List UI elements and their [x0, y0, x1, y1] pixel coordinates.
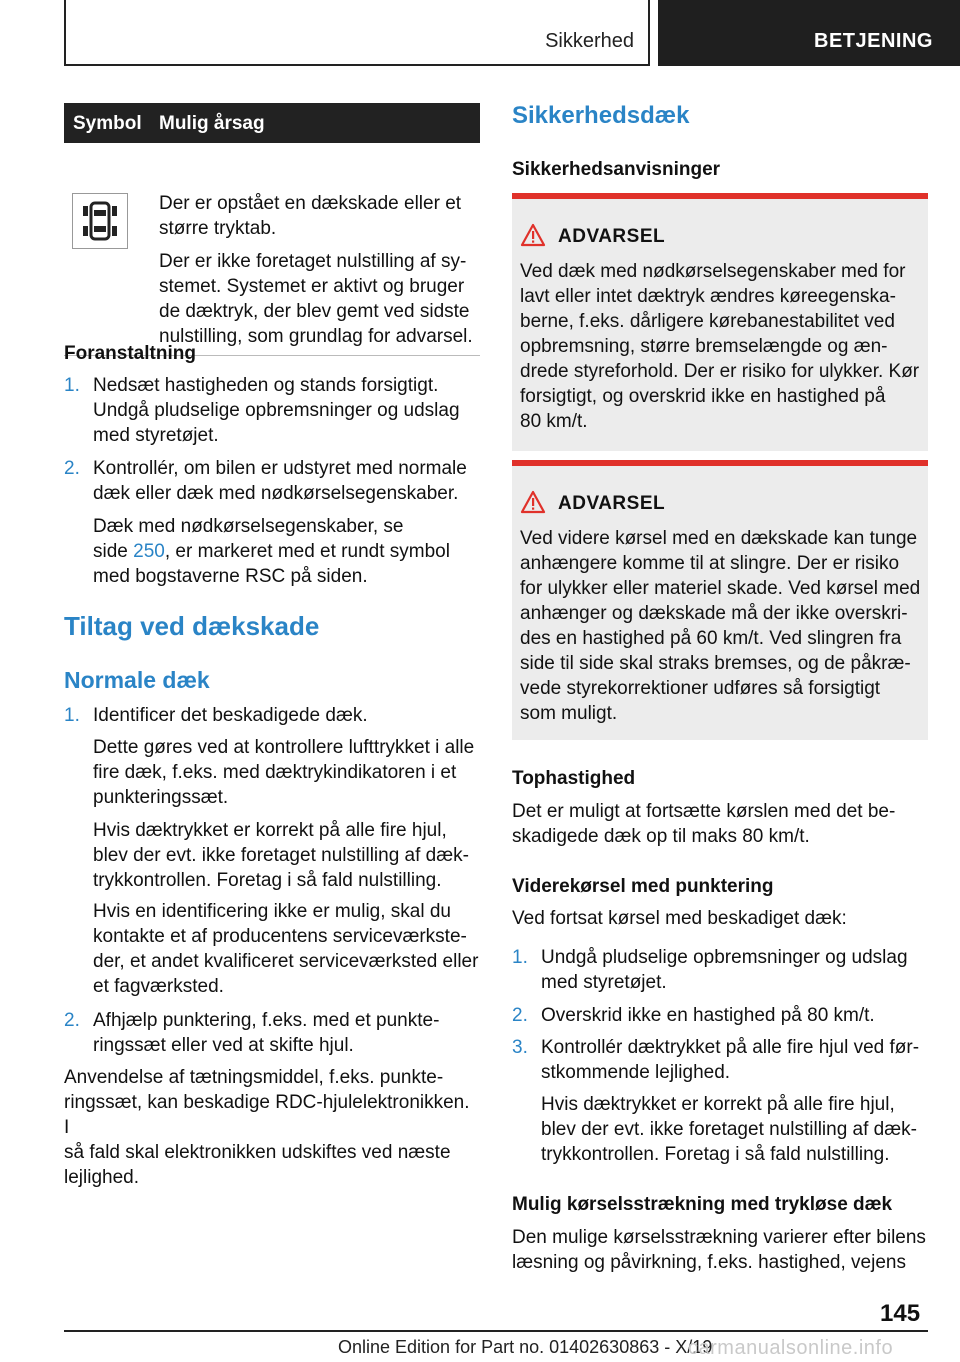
text-line: Kontrollér dæktrykket på alle fire hjul ved før-	[541, 1037, 920, 1058]
table-row	[64, 143, 480, 356]
text-line: Hvis dæktrykket er korrekt på alle fire hjul,	[541, 1094, 895, 1115]
footer-divider	[64, 1330, 928, 1332]
text-line: et fagværksted.	[93, 976, 224, 997]
text-line: større tryktab.	[159, 218, 277, 239]
text-line: Kontrollér, om bilen er udstyret med normale	[93, 458, 467, 479]
text-line: trykkontrollen. Foretag i så fald nulstilling.	[541, 1144, 890, 1165]
paragraph	[541, 1092, 931, 1167]
range-heading: Mulig kørselsstrækning med trykløse dæk	[512, 1194, 893, 1215]
measures-heading: Foranstaltning	[64, 343, 196, 364]
text-line: Undgå pludselige opbremsninger og udslag	[93, 400, 460, 421]
col-cause-header: Mulig årsag	[159, 113, 265, 134]
text-line: dæk eller dæk med nødkørselsegenskaber.	[93, 483, 459, 504]
text-line: Den mulige kørselsstrækning varierer efter bilens	[512, 1227, 926, 1248]
text-line: drede styreforhold. Der er risiko for ulykker. Kør	[520, 361, 920, 382]
text-line: Hvis en identificering ikke er mulig, skal du	[93, 901, 451, 922]
warning-triangle-icon	[520, 490, 546, 514]
warning-box	[512, 193, 928, 451]
text-line: som muligt.	[520, 703, 618, 724]
list-text: Overskrid ikke en hastighed på 80 km/t.	[541, 1005, 875, 1026]
text-line: fire dæk, f.eks. med dæktrykindikatoren i et	[93, 762, 457, 783]
text-line: med styretøjet.	[541, 972, 667, 993]
list-number: 3.	[512, 1037, 528, 1058]
subheading: Sikkerhedsanvisninger	[512, 159, 721, 180]
paragraph	[93, 899, 483, 999]
text-line: anhænger og dækskade må der ikke overskri-	[520, 603, 908, 624]
text-line: kontakte et af producentens serviceværkste-	[93, 926, 467, 947]
section-heading: Sikkerhedsdæk	[512, 102, 690, 129]
text-line: for ulykker eller materiel skade. Ved kørsel med	[520, 578, 921, 599]
paragraph	[512, 799, 928, 849]
text-line: opbremsning, større bremselængde og æn-	[520, 336, 888, 357]
paragraph	[93, 818, 483, 893]
warning-text	[520, 526, 924, 726]
text-line: Hvis dæktrykket er korrekt på alle fire hjul,	[93, 820, 447, 841]
section-heading: Tiltag ved dækskade	[64, 611, 320, 641]
page-number: 145	[880, 1300, 921, 1327]
text-line: så fald skal elektronikken udskiftes ved næste	[64, 1142, 451, 1163]
text-line: Nedsæt hastigheden og stands forsigtigt.	[93, 375, 439, 396]
cause-text-1	[159, 191, 479, 241]
rsc-note	[93, 514, 483, 589]
list-number: 2.	[512, 1005, 528, 1026]
text-line: stkommende lejlighed.	[541, 1062, 731, 1083]
paragraph: Ved fortsat kørsel med beskadiget dæk:	[512, 908, 847, 929]
list-number: 1.	[512, 947, 528, 968]
header-chapter-tab	[658, 0, 960, 66]
text-line: ringssæt eller ved at skifte hjul.	[93, 1035, 354, 1056]
text-line: der, et andet kvalificeret serviceværksted eller	[93, 951, 479, 972]
text-line: Ved dæk med nødkørselsegenskaber med for	[520, 261, 906, 282]
text-line: Det er muligt at fortsætte kørslen med det be-	[512, 801, 896, 822]
text-span: , er markeret med et rundt symbol	[164, 541, 450, 562]
text-line: stemet. Systemet er aktivt og bruger	[159, 276, 465, 297]
text-line: Undgå pludselige opbremsninger og udslag	[541, 947, 908, 968]
text-line: læsning og påvirkning, f.eks. hastighed, vejens	[512, 1252, 906, 1273]
paragraph	[512, 1225, 930, 1275]
paragraph	[64, 1065, 480, 1190]
text-line: punkteringssæt.	[93, 787, 229, 808]
warning-box	[512, 460, 928, 740]
list-number: 2.	[64, 458, 80, 479]
header-left-frame	[64, 0, 650, 66]
warning-title: ADVARSEL	[558, 226, 666, 247]
warning-text	[520, 259, 924, 434]
text-line: side til side skal straks bremses, og de påkræ-	[520, 653, 911, 674]
edition-text: Online Edition for Part no. 01402630863 - X/19	[338, 1337, 713, 1357]
continued-driving-heading: Viderekørsel med punktering	[512, 876, 774, 897]
text-line: forsigtigt, og overskrid ikke en hastighed på	[520, 386, 886, 407]
text-line: anhængere komme til at slingre. Der er risiko	[520, 553, 900, 574]
text-line: Dette gøres ved at kontrollere lufttrykket i alle	[93, 737, 475, 758]
list-number: 1.	[64, 375, 80, 396]
text-line: berne, f.eks. dårligere kørebanestabilitet ved	[520, 311, 895, 332]
col-symbol-header: Symbol	[73, 113, 142, 134]
page-link-250[interactable]: 250	[133, 541, 165, 562]
text-line: des en hastighed på 60 km/t. Ved slingren fra	[520, 628, 902, 649]
warning-triangle-icon	[520, 223, 546, 247]
symbol-table-header	[64, 103, 480, 143]
text-line: 80 km/t.	[520, 411, 588, 432]
warning-title: ADVARSEL	[558, 493, 666, 514]
text-span: side	[93, 541, 134, 562]
text-line: med bogstaverne RSC på siden.	[93, 566, 368, 587]
text-line: Dæk med nødkørselsegenskaber, se	[93, 516, 404, 537]
symbol-table	[64, 103, 480, 356]
text-line	[93, 539, 483, 564]
text-line: vede styrekorrektioner udføres så forsigtigt	[520, 678, 881, 699]
paragraph	[93, 735, 483, 810]
text-line: med styretøjet.	[93, 425, 219, 446]
header-chapter-title: BETJENING	[814, 30, 933, 52]
text-line: blev der evt. ikke foretaget nulstilling af dæk-	[93, 845, 469, 866]
text-line: Der er ikke foretaget nulstilling af sy-	[159, 251, 467, 272]
list-text: Identificer det beskadigede dæk.	[93, 705, 368, 726]
text-line: lejlighed.	[64, 1167, 139, 1188]
text-line: lavt eller intet dæktryk ændres køreegenska-	[520, 286, 896, 307]
top-speed-heading: Tophastighed	[512, 768, 636, 789]
text-line: skadigede dæk op til maks 80 km/t.	[512, 826, 810, 847]
tire-pressure-car-icon	[72, 193, 128, 249]
text-line: Anvendelse af tætningsmiddel, f.eks. punkte-	[64, 1067, 444, 1088]
text-line: Der er opstået en dækskade eller et	[159, 193, 462, 214]
watermark: carmanualsonline.info	[688, 1337, 894, 1359]
text-line: nulstilling, som grundlag for advarsel.	[159, 326, 473, 347]
text-line: Afhjælp punktering, f.eks. med et punkte-	[93, 1010, 440, 1031]
text-line: de dæktryk, der blev gemt ved sidste	[159, 301, 470, 322]
cause-text-2	[159, 249, 479, 349]
subsection-heading: Normale dæk	[64, 667, 210, 693]
list-number: 2.	[64, 1010, 80, 1031]
text-line: Ved videre kørsel med en dækskade kan tunge	[520, 528, 918, 549]
text-line: blev der evt. ikke foretaget nulstilling af dæk-	[541, 1119, 917, 1140]
header-section-title: Sikkerhed	[545, 30, 634, 52]
list-number: 1.	[64, 705, 80, 726]
text-line: trykkontrollen. Foretag i så fald nulstilling.	[93, 870, 442, 891]
text-line: ringssæt, kan beskadige RDC-hjulelektronikken. I	[64, 1092, 470, 1138]
